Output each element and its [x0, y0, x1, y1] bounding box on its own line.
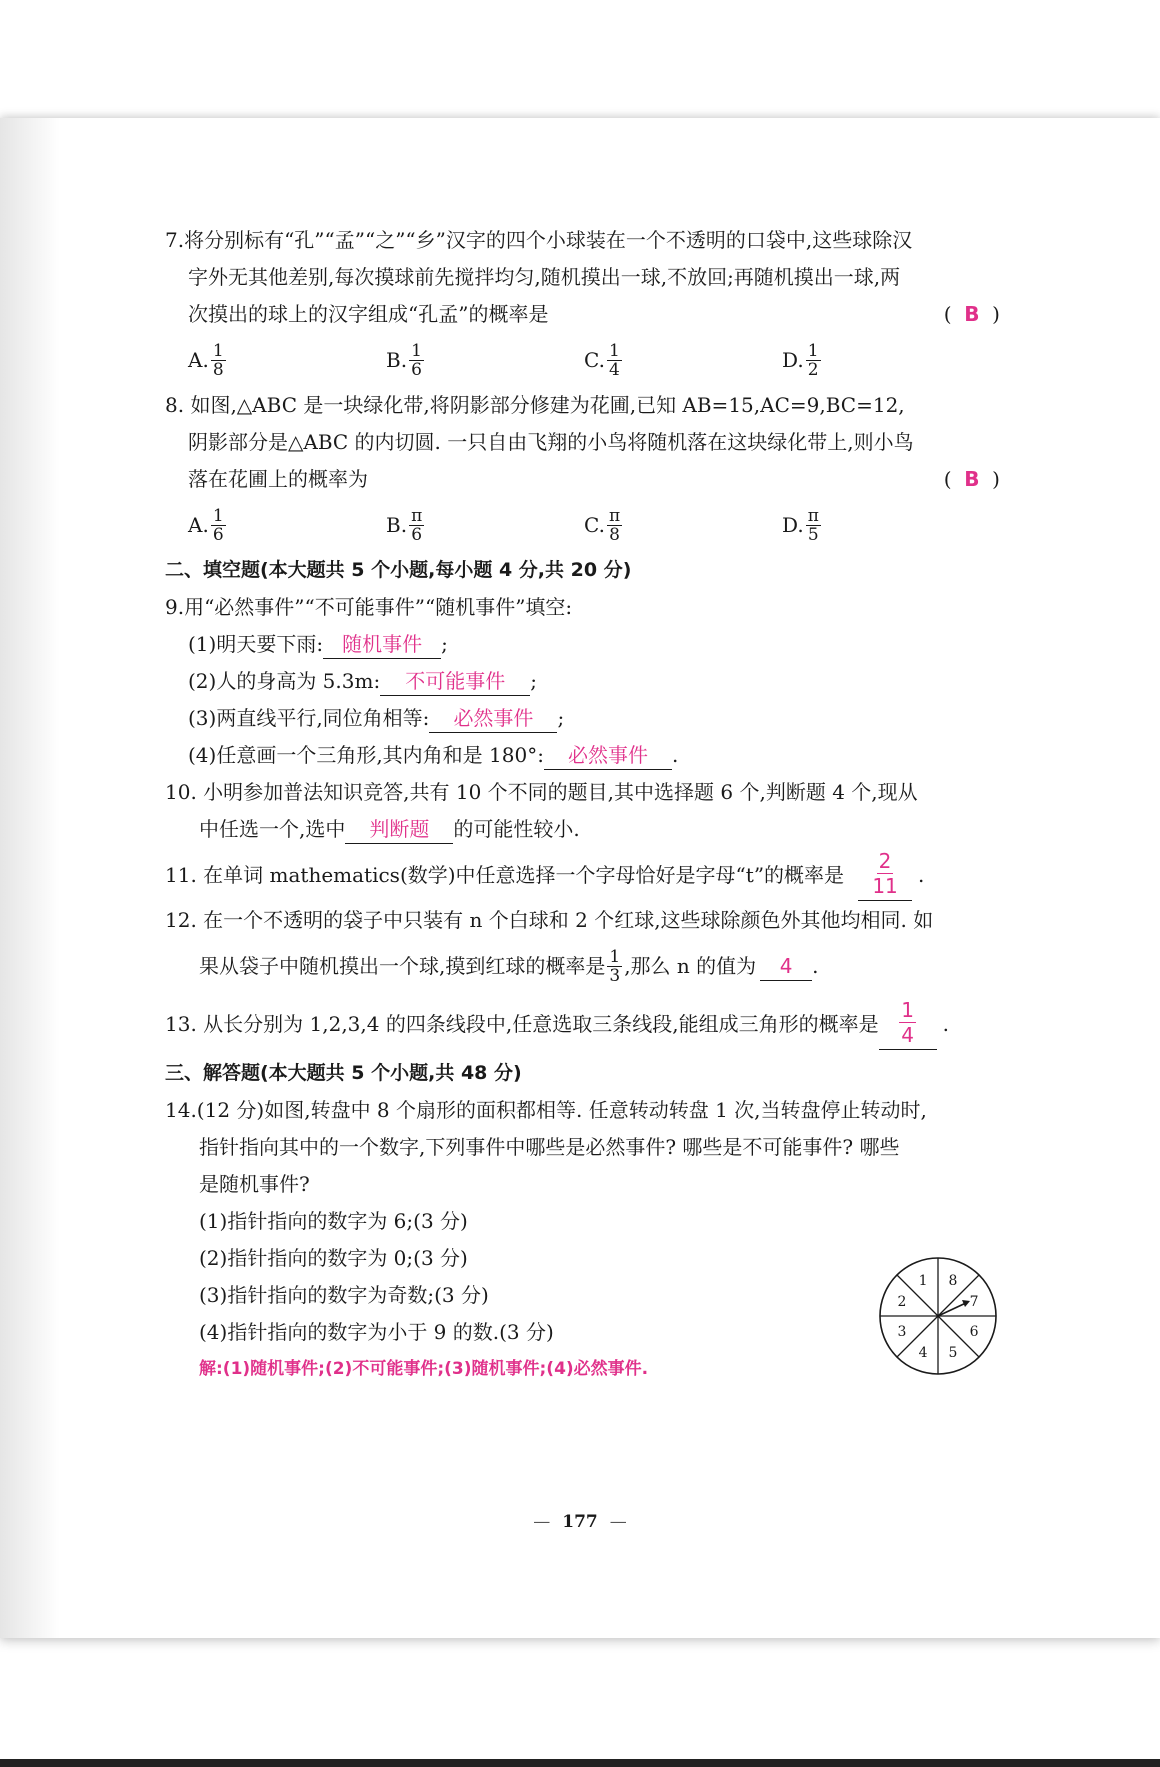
q8-option-b-den: 6: [411, 524, 423, 545]
q7-line-3: [165, 296, 1000, 333]
q12-answer: 4: [760, 952, 812, 981]
q7-option-d-den: 2: [807, 359, 819, 380]
q7-option-b: [386, 342, 584, 379]
q7-line-3-text: 次摸出的球上的汉字组成“孔孟”的概率是: [188, 302, 549, 326]
q8-option-b-label: B.: [386, 512, 408, 537]
q7-answer: B: [964, 302, 980, 326]
q8-option-d-fraction: [806, 507, 821, 544]
q7-option-a-num: 1: [212, 340, 224, 361]
q12-line-2: [165, 939, 1000, 993]
q7-line-2: 字外无其他差别,每次摸球前先搅拌均匀,随机摸出一球,不放回;再随机摸出一球,两: [188, 265, 901, 289]
q9-item-3-answer: 必然事件: [429, 704, 557, 733]
q10-answer: 判断题: [345, 815, 453, 844]
q9-item-2: [165, 663, 1000, 700]
q13-answer-blank: [879, 998, 937, 1050]
q9-item-2-answer: 不可能事件: [380, 667, 530, 696]
q8-option-c-fraction: [607, 507, 622, 544]
q7-option-c-num: 1: [608, 340, 620, 361]
q7-option-d-label: D.: [782, 347, 804, 372]
q7-option-b-num: 1: [411, 340, 422, 361]
spinner-number: 5: [948, 1345, 958, 1362]
q7-option-a: [188, 342, 386, 379]
q7-option-a-den: 8: [212, 359, 224, 380]
q9-item-4-answer: 必然事件: [544, 741, 672, 770]
question-8: [165, 387, 1000, 552]
q7-option-b-den: 6: [411, 359, 422, 380]
section-2-heading: 二、填空题(本大题共 5 个小题,每小题 4 分,共 20 分): [165, 559, 632, 581]
q8-option-a-label: A.: [188, 512, 209, 537]
bottom-bar: [0, 1759, 1160, 1767]
q9-item-4-text: (4)任意画一个三角形,其内角和是 180°:: [188, 743, 544, 767]
q8-option-c: [584, 507, 782, 544]
q7-option-d: [782, 342, 980, 379]
q9-item-2-end: ;: [530, 669, 537, 693]
q13-answer-den: 4: [901, 1023, 914, 1047]
q7-option-d-num: 1: [807, 340, 819, 361]
q8-option-d-den: 5: [807, 524, 819, 545]
q9-item-1-text: (1)明天要下雨:: [188, 632, 324, 656]
spinner-figure: [877, 1255, 999, 1377]
q14-item-2: (2)指针指向的数字为 0;(3 分): [199, 1246, 468, 1270]
question-13: [165, 993, 1000, 1055]
page-number-dash-left: —: [533, 1512, 551, 1532]
q9-item-3-end: ;: [557, 706, 565, 730]
q9-item-3-text: (3)两直线平行,同位角相等:: [188, 706, 430, 730]
q12-fraction: [607, 948, 622, 985]
q7-option-c: [584, 342, 782, 379]
q12-end: .: [812, 953, 819, 978]
q8-option-a: [188, 507, 386, 544]
spinner-number: 3: [897, 1323, 907, 1340]
q7-option-a-label: A.: [188, 347, 209, 372]
q11-end: .: [918, 862, 925, 887]
question-7: [165, 222, 1000, 387]
q13-text: 13. 从长分别为 1,2,3,4 的四条线段中,任意选取三条线段,能组成三角形的概率是: [165, 1011, 879, 1036]
spinner-pointer: [938, 1302, 968, 1316]
q10-line-2: [165, 811, 1000, 848]
q8-line-1: 8. 如图,△ABC 是一块绿化带,将阴影部分修建为花圃,已知 AB=15,AC=9,BC=12,: [165, 393, 905, 417]
q7-option-a-fraction: [211, 342, 226, 379]
q9-item-2-text: (2)人的身高为 5.3m:: [188, 669, 381, 693]
q8-option-a-fraction: [211, 507, 226, 544]
q8-option-d: [782, 507, 980, 544]
q12-line-2b: ,那么 n 的值为: [624, 953, 757, 978]
q12-fraction-den: 3: [609, 965, 621, 986]
page-number-dash-right: —: [609, 1512, 627, 1532]
q8-option-d-num: π: [807, 505, 819, 526]
q14-line-1: 14.(12 分)如图,转盘中 8 个扇形的面积都相等. 任意转动转盘 1 次,当转盘停止转动时,: [165, 1098, 927, 1122]
page-number-footer: [0, 1512, 1160, 1532]
q9-item-4-end: .: [671, 743, 679, 767]
spinner-number: 1: [918, 1272, 928, 1289]
q7-option-d-fraction: [806, 342, 821, 379]
section-3-heading: 三、解答题(本大题共 5 个小题,共 48 分): [165, 1062, 522, 1084]
q9-item-1-end: ;: [441, 632, 448, 656]
q14-line-2: 指针指向其中的一个数字,下列事件中哪些是必然事件? 哪些是不可能事件? 哪些: [199, 1135, 900, 1159]
q7-option-c-label: C.: [584, 347, 605, 372]
spinner-number: 6: [969, 1323, 979, 1340]
q8-option-c-num: π: [608, 505, 621, 526]
q11-text: 11. 在单词 mathematics(数学)中任意选择一个字母恰好是字母“t”的概率是: [165, 862, 845, 887]
q14-item-3: (3)指针指向的数字为奇数;(3 分): [199, 1283, 489, 1307]
spinner-number: 7: [969, 1294, 979, 1311]
q10-line-2b: 的可能性较小.: [453, 817, 580, 841]
q8-line-3-text: 落在花圃上的概率为: [188, 467, 368, 491]
q8-option-c-label: C.: [584, 512, 605, 537]
q8-option-b-fraction: [409, 507, 424, 544]
spinner-number: 2: [897, 1294, 907, 1311]
q14-line-3: 是随机事件?: [199, 1172, 310, 1196]
q7-option-b-fraction: [409, 342, 424, 379]
q9-item-1: [165, 626, 1000, 663]
q8-option-c-den: 8: [609, 524, 620, 545]
q13-end: .: [942, 1011, 949, 1036]
q11-answer-den: 11: [872, 874, 898, 898]
q11-answer-num: 2: [878, 849, 892, 873]
q9-stem: 9.用“必然事件”“不可能事件”“随机事件”填空:: [165, 595, 573, 619]
q7-option-b-label: B.: [386, 347, 408, 372]
q7-options: [165, 333, 1000, 387]
q9-item-3: [165, 700, 1000, 737]
q11-answer-blank: [858, 849, 912, 901]
q10-line-1: 10. 小明参加普法知识竞答,共有 10 个不同的题目,其中选择题 6 个,判断题 4 个,现从: [165, 780, 918, 804]
page-number: 177: [562, 1512, 598, 1532]
q7-option-c-fraction: [607, 342, 622, 379]
q8-line-2: 阴影部分是△ABC 的内切圆. 一只自由飞翔的小鸟将随机落在这块绿化带上,则小鸟: [188, 430, 914, 454]
q8-options: [165, 498, 1000, 552]
q10-line-2a: 中任选一个,选中: [199, 817, 346, 841]
q13-answer-fraction: [899, 998, 916, 1047]
q8-option-a-num: 1: [212, 505, 224, 526]
q8-answer-bracket: ( B ): [943, 467, 1000, 491]
q8-option-b: [386, 507, 584, 544]
q8-option-a-den: 6: [212, 524, 224, 545]
q7-option-c-den: 4: [608, 359, 620, 380]
q12-line-2a: 果从袋子中随机摸出一个球,摸到红球的概率是: [199, 953, 606, 978]
worksheet-content: [165, 222, 1000, 1388]
q8-option-d-label: D.: [782, 512, 804, 537]
q11-answer-fraction: [872, 849, 897, 898]
q14-solution: 解:(1)随机事件;(2)不可能事件;(3)随机事件;(4)必然事件.: [199, 1359, 649, 1379]
question-11: [165, 848, 1000, 902]
q12-line-1: 12. 在一个不透明的袋子中只装有 n 个白球和 2 个红球,这些球除颜色外其他均相同. 如: [165, 908, 934, 932]
q8-line-3: [165, 461, 1000, 498]
q7-line-1: 7.将分别标有“孔”“孟”“之”“乡”汉字的四个小球装在一个不透明的口袋中,这些球除汉: [165, 228, 913, 252]
q12-fraction-num: 1: [609, 946, 621, 967]
q8-answer: B: [964, 467, 980, 491]
q14-item-4: (4)指针指向的数字为小于 9 的数.(3 分): [199, 1320, 554, 1344]
q8-option-b-num: π: [411, 505, 423, 526]
q14-item-1: (1)指针指向的数字为 6;(3 分): [199, 1209, 468, 1233]
spinner-number: 8: [948, 1272, 958, 1289]
q9-item-1-answer: 随机事件: [323, 630, 441, 659]
q7-answer-bracket: ( B ): [943, 302, 1000, 326]
q9-item-4: [165, 737, 1000, 774]
q13-answer-num: 1: [901, 998, 914, 1022]
spinner-number: 4: [918, 1345, 928, 1362]
